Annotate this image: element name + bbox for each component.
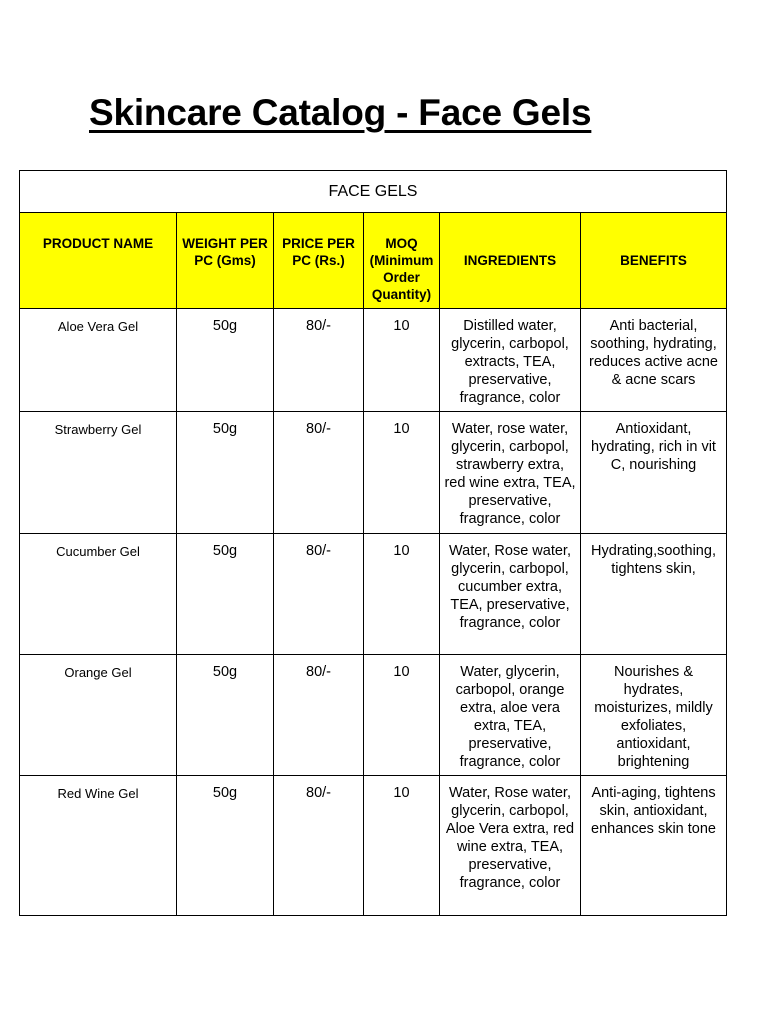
table-row: [20, 412, 727, 534]
weight-value: 50g: [212, 785, 238, 801]
product-name-cell: [20, 655, 177, 776]
benefits-text: Antioxidant, hydrating, rich in vit C, nourishing: [591, 421, 716, 473]
price-value: 80/-: [306, 785, 331, 801]
ingredients-cell: [440, 534, 581, 655]
moq-value: 10: [393, 664, 410, 680]
product-name-cell: [20, 776, 177, 916]
document-title: Skincare Catalog - Face Gels: [89, 92, 592, 133]
price-value: 80/-: [306, 543, 331, 559]
product-name: Aloe Vera Gel: [57, 319, 139, 334]
column-header-weight: [177, 213, 274, 309]
section-header-row: [20, 171, 727, 213]
moq-value: 10: [393, 421, 410, 437]
weight-cell: [177, 655, 274, 776]
product-name: Strawberry Gel: [54, 422, 142, 437]
ingredients-text: Water, Rose water, glycerin, carbopol, cucumber extra, TEA, preservative, fragrance, color: [449, 543, 571, 631]
face-gels-table: [19, 170, 727, 916]
benefits-text: Anti bacterial, soothing, hydrating, reduces active acne & acne scars: [589, 318, 718, 388]
product-name: Cucumber Gel: [56, 544, 140, 559]
weight-value: 50g: [212, 664, 238, 680]
weight-value: 50g: [212, 421, 238, 437]
moq-cell: [364, 309, 440, 412]
ingredients-text: Water, glycerin, carbopol, orange extra, aloe vera extra, TEA, preservative, fragrance, color: [455, 664, 565, 770]
moq-value: 10: [393, 318, 410, 334]
price-cell: [274, 309, 364, 412]
moq-cell: [364, 412, 440, 534]
price-value: 80/-: [306, 664, 331, 680]
column-header-label: BENEFITS: [620, 253, 687, 268]
ingredients-cell: [440, 412, 581, 534]
weight-value: 50g: [212, 318, 238, 334]
column-header-price: [274, 213, 364, 309]
column-header-ingredients: [440, 213, 581, 309]
price-cell: [274, 412, 364, 534]
benefits-text: Anti-aging, tightens skin, antioxidant, enhances skin tone: [591, 785, 716, 837]
benefits-text: Nourishes & hydrates, moisturizes, mildly exfoliates, antioxidant, brightening: [594, 664, 713, 770]
table-row: [20, 655, 727, 776]
moq-cell: [364, 776, 440, 916]
column-header-label: INGREDIENTS: [463, 253, 557, 268]
ingredients-text: Distilled water, glycerin, carbopol, extracts, TEA, preservative, fragrance, color: [451, 318, 569, 406]
product-name: Red Wine Gel: [57, 786, 139, 801]
moq-value: 10: [393, 785, 410, 801]
section-header: FACE GELS: [20, 171, 727, 213]
price-value: 80/-: [306, 318, 331, 334]
moq-cell: [364, 655, 440, 776]
benefits-cell: [581, 309, 727, 412]
column-header-moq: [364, 213, 440, 309]
weight-cell: [177, 776, 274, 916]
price-cell: [274, 534, 364, 655]
product-name-cell: [20, 309, 177, 412]
benefits-cell: [581, 776, 727, 916]
table-row: [20, 309, 727, 412]
product-name-cell: [20, 534, 177, 655]
weight-cell: [177, 412, 274, 534]
price-value: 80/-: [306, 421, 331, 437]
ingredients-text: Water, rose water, glycerin, carbopol, strawberry extra, red wine extra, TEA, preservative, fragrance, color: [444, 421, 576, 527]
moq-value: 10: [393, 543, 410, 559]
price-cell: [274, 655, 364, 776]
benefits-cell: [581, 534, 727, 655]
benefits-text: Hydrating,soothing, tightens skin,: [591, 543, 716, 577]
weight-cell: [177, 534, 274, 655]
table-row: [20, 776, 727, 916]
benefits-cell: [581, 412, 727, 534]
table-row: [20, 534, 727, 655]
weight-value: 50g: [212, 543, 238, 559]
column-header-row: [20, 213, 727, 309]
weight-cell: [177, 309, 274, 412]
ingredients-cell: [440, 655, 581, 776]
product-name: Orange Gel: [64, 665, 132, 680]
column-header-label: WEIGHT PER PC (Gms): [182, 236, 268, 268]
column-header-label: PRODUCT NAME: [42, 236, 154, 251]
column-header-label: PRICE PER PC (Rs.): [282, 236, 355, 268]
ingredients-text: Water, Rose water, glycerin, carbopol, Aloe Vera extra, red wine extra, TEA, preservative, fragrance, color: [445, 785, 575, 891]
moq-cell: [364, 534, 440, 655]
column-header-benefits: [581, 213, 727, 309]
price-cell: [274, 776, 364, 916]
ingredients-cell: [440, 776, 581, 916]
product-name-cell: [20, 412, 177, 534]
ingredients-cell: [440, 309, 581, 412]
column-header-label: MOQ (Minimum Order Quantity): [369, 236, 434, 302]
benefits-cell: [581, 655, 727, 776]
column-header-product-name: [20, 213, 177, 309]
